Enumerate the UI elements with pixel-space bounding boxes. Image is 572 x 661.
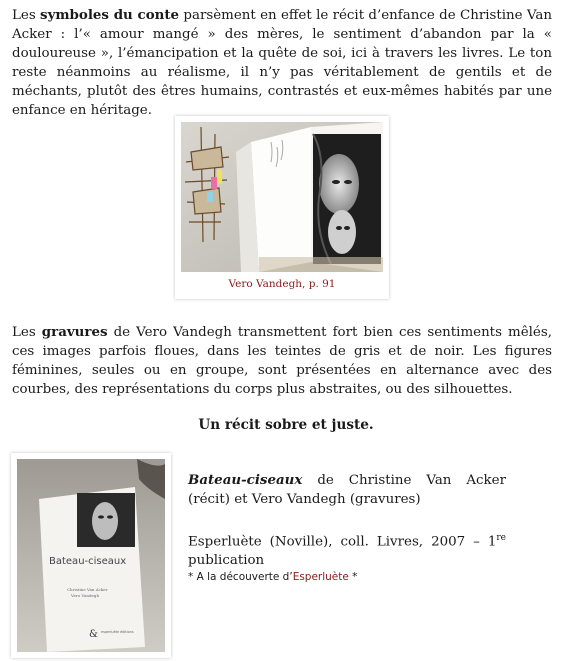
engravings-text-rest: de Vero Vandegh transmettent fort bien ces sentiments mêlés, ces images parfois floues, dans les teintes de gris et de noir. Les figures féminines, seules ou en groupe, sont présentées en alternance avec des courbes, des représentations du corps plus abstraites, ou des silhouettes.	[12, 325, 552, 397]
book-cover-figure	[11, 453, 171, 658]
figure-caption: Vero Vandegh, p. 91	[228, 278, 336, 290]
intro-bold: symboles du conte	[40, 7, 180, 23]
book-authors: de Christine Van Acker (récit) et Vero Vandegh (gravures)	[188, 473, 506, 507]
book-publisher	[188, 529, 506, 570]
intro-text-rest: parsèment en effet le récit d’enfance de Christine Van Acker : l’« amour mangé » des mères, le sentiment d’abandon par la « douloureuse », l’émancipation et la quête de soi, ici à travers les livres. Le ton reste néanmoins au réalisme, il n’y pas véritablement de gentils et de méchants, plutôt des êtres humains, contrastés et eux-mêmes habités par une enfance en héritage.	[12, 8, 552, 118]
section-heading: Un récit sobre et juste.	[198, 417, 374, 433]
cover-title: Bateau-ciseaux	[49, 556, 127, 567]
book-reference	[188, 471, 506, 509]
publisher-text: Esperluète (Noville), coll. Livres, 2007 – 1	[188, 534, 497, 550]
engravings-text: Les	[12, 325, 42, 340]
publisher-text-end: publication	[188, 553, 265, 569]
cover-publisher: esperluète éditions	[101, 630, 134, 634]
intro-text: Les	[12, 8, 41, 23]
esperluete-link[interactable]: Esperluète	[292, 571, 349, 583]
publisher-sup: re	[496, 533, 506, 543]
illustration-photo	[181, 122, 383, 272]
note-text: * A la découverte d’	[188, 571, 293, 583]
book-cover-photo	[17, 459, 165, 652]
book-title: Bateau-ciseaux	[188, 472, 303, 488]
engravings-bold: gravures	[41, 324, 108, 340]
cover-author-1: Christine Van Acker	[67, 587, 108, 592]
note-text-end: *	[348, 571, 358, 583]
svg-text:&: &	[89, 629, 98, 640]
intro-paragraph	[12, 6, 552, 120]
cover-author-2: Vero Vandegh	[71, 593, 100, 598]
discovery-note	[188, 571, 357, 583]
engravings-paragraph	[12, 323, 552, 399]
illustration-figure	[175, 116, 389, 299]
